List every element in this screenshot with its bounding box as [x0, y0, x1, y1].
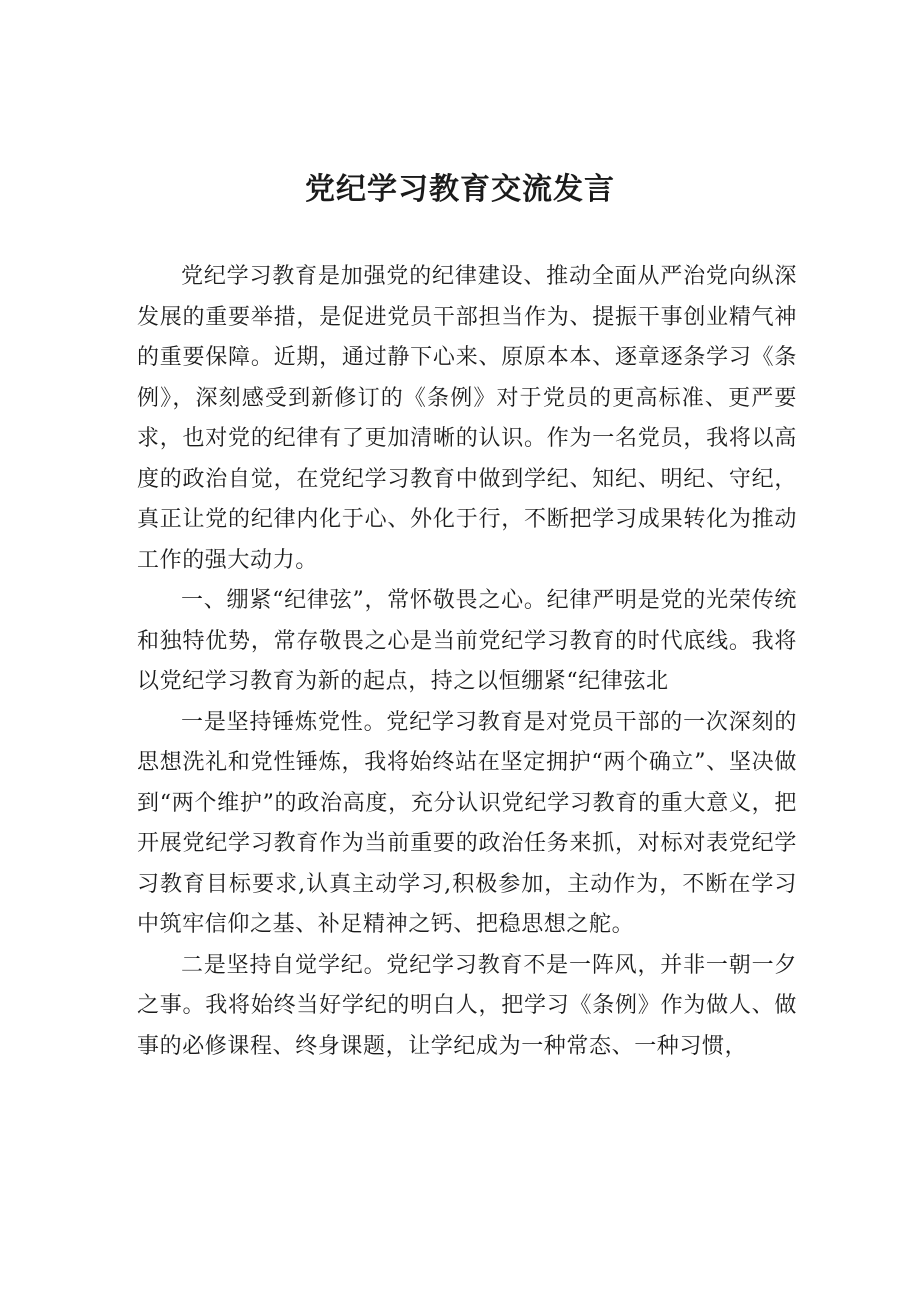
paragraph-section-one: 一、绷紧“纪律弦”，常怀敬畏之心。纪律严明是党的光荣传统和独特优势，常存敬畏之心是当前党纪学习教育的时代底线。我将以党纪学习教育为新的起点，持之以恒绷紧“纪律弦北: [137, 588, 797, 694]
document-title: 党纪学习教育交流发言: [305, 172, 615, 207]
paragraph-point-one: 一是坚持锤炼党性。党纪学习教育是对党员干部的一次深刻的思想洗礼和党性锤炼，我将始终站在坚定拥护“两个确立”、坚决做到“两个维护”的政治高度，充分认识党纪学习教育的重大意义，把开展党纪学习教育作为当前重要的政治任务来抓，对标对表党纪学习教育目标要求,认真主动学习,积极参加，主动作为，不断在学习中筑牢信仰之基、补足精神之钙、把稳思想之舵。: [137, 709, 797, 937]
paragraph-intro: 党纪学习教育是加强党的纪律建设、推动全面从严治党向纵深发展的重要举措，是促进党员干部担当作为、提振干事创业精气神的重要保障。近期，通过静下心来、原原本本、逐章逐条学习《条例》，深刻感受到新修订的《条例》对于党员的更高标准、更严要求，也对党的纪律有了更加清晰的认识。作为一名党员，我将以高度的政治自觉，在党纪学习教育中做到学纪、知纪、明纪、守纪，真正让党的纪律内化于心、外化于行，不断把学习成果转化为推动工作的强大动力。: [137, 264, 797, 573]
paragraph-point-two: 二是坚持自觉学纪。党纪学习教育不是一阵风，并非一朝一夕之事。我将始终当好学纪的明白人，把学习《条例》作为做人、做事的必修课程、终身课题，让学纪成为一种常态、一种习惯，: [137, 952, 797, 1059]
document-body: [137, 257, 797, 1067]
